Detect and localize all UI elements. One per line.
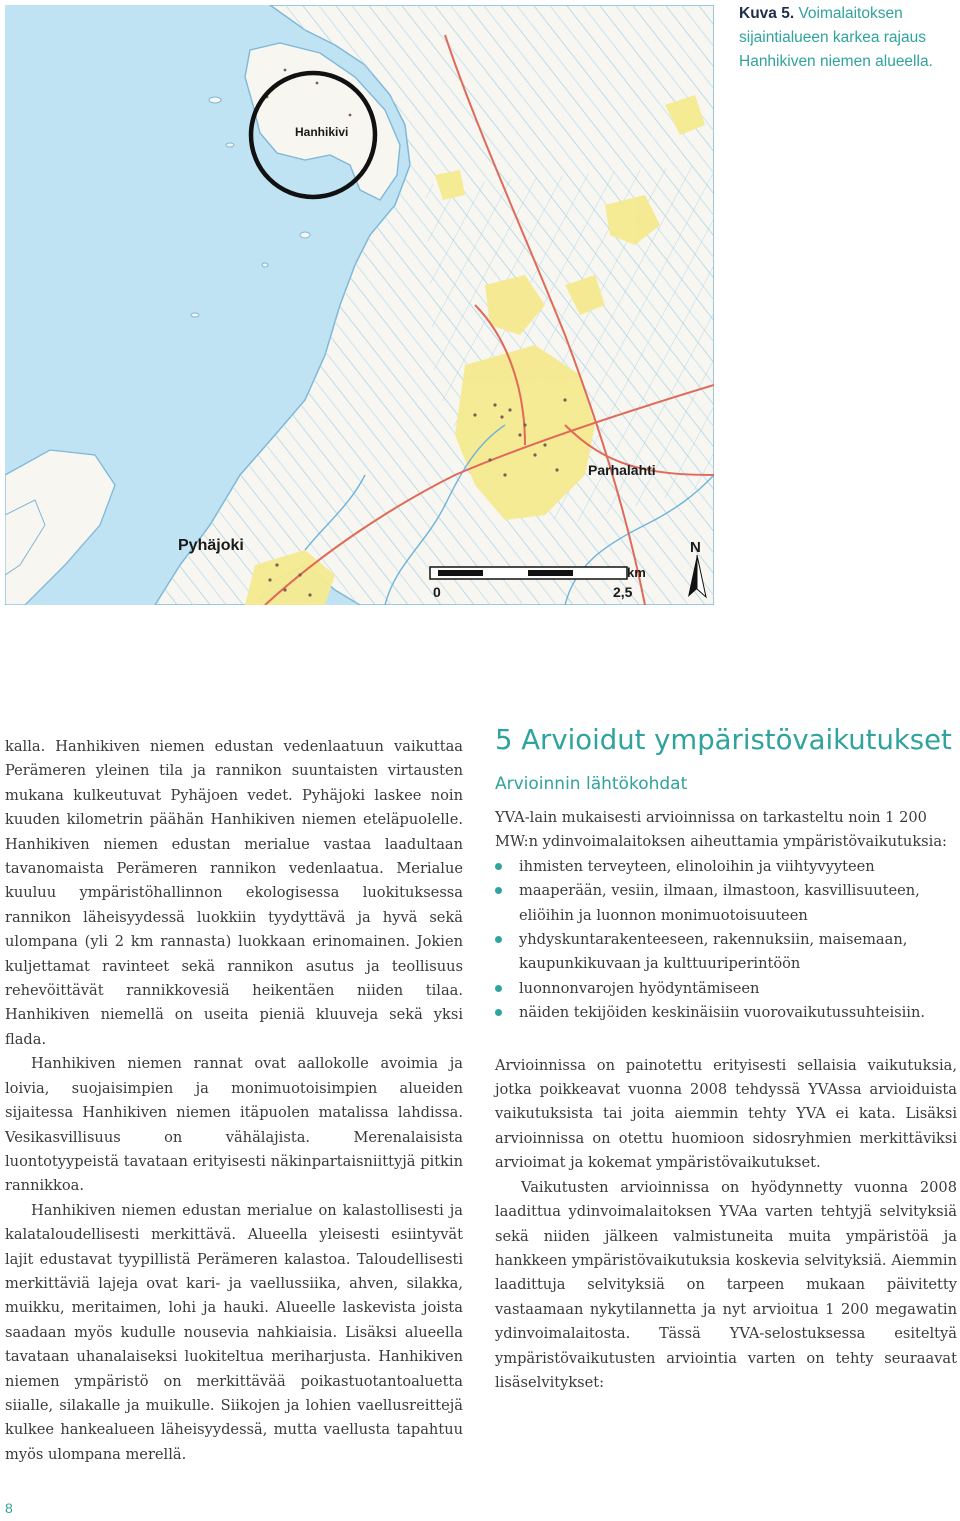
list-item: luonnonvarojen hyödyntämiseen: [495, 977, 957, 1001]
left-paragraph-3: Hanhikiven niemen edustan merialue on kalastollisesti ja kalataloudellisesti merkittävä. Alueella yleisesti esiintyvät lajit edustavat tyypillistä Perämeren kalastoa. Taloudellisesti merkittäviä lajeja ovat kari- ja vaellussiika, ahven, silakka, muikku, meritaimen, lohi ja hauki. Alueelle laskevista joista saadaan myös kudulle nousevia nahkiaisia. Lisäksi alueella tavataan uhanalaiseksi luokiteltua meriharjusta. Hanhikiven niemen ympäristö on merkittävää poikastuotantoaluetta siialle, silakalle ja muikulle. Siikojen ja lohien vaellusreittejä kulkee hankealueen läheisyydessä, mutta vaellusta tapahtuu myös ulompana merellä.: [5, 1201, 463, 1463]
list-item: yhdyskuntarakenteeseen, rakennuksiin, maisemaan, kaupunkikuvaan ja kulttuuriperintöön: [495, 928, 957, 977]
map-label-hanhikivi: Hanhikivi: [295, 125, 349, 139]
right-paragraph-2: Vaikutusten arvioinnissa on hyödynnetty vuonna 2008 laadittua ydinvoimalaitoksen YVAa varten tehtyjä selvityksiä sekä niiden jälkeen valmistuneita muita ympäristöä ja hankkeen ympäristövaikutuksia koskevia selvityksiä. Aiemmin laadittuja selvityksiä on tarpeen mukaan päivitetty vastaamaan nykytilannetta ja nyt arvioitua 1 200 megawatin ydinvoimalaitosta. Tässä YVA-selostuksessa esiteltyä ympäristövaikutusten arviointia varten on tehty seuraavat lisäselvitykset:: [495, 1178, 957, 1391]
map-canvas: [5, 5, 714, 605]
section-heading: 5 Arvioidut ympäristövaikutukset: [495, 724, 952, 756]
caption-label: Kuva 5.: [739, 5, 795, 22]
caption-text: Voimalaitoksen sijaintialueen karkea rajaus Hanhikiven niemen alueella.: [739, 5, 933, 70]
impact-list: [495, 855, 957, 1026]
map-label-pyhajoki: Pyhäjoki: [178, 537, 244, 554]
page-number: 8: [5, 1500, 13, 1516]
scale-unit-label: km: [627, 565, 646, 580]
left-column: [5, 735, 463, 1467]
scale-bar: [430, 567, 627, 579]
intro-paragraph: YVA-lain mukaisesti arvioinnissa on tarkasteltu noin 1 200 MW:n ydinvoimalaitoksen aiheuttamia ympäristövaikutuksia:: [495, 809, 947, 851]
list-item: ihmisten terveyteen, elinoloihin ja viihtyvyyteen: [495, 855, 957, 879]
scale-end-label: 2,5: [613, 584, 633, 600]
north-label: N: [690, 539, 701, 556]
list-item: näiden tekijöiden keskinäisiin vuorovaikutussuhteisiin.: [495, 1001, 957, 1025]
right-column: [495, 722, 957, 1395]
right-paragraph-1: Arvioinnissa on painotettu erityisesti sellaisia vaikutuksia, jotka poikkeavat vuonna 2008 tehdyssä YVAssa arvioiduista vaikutuksista tai joita aiemmin tehty YVA ei kata. Lisäksi arvioinnissa on otettu huomioon sidosryhmien merkittäviksi arvioimat ja kokemat ympäristövaikutukset.: [495, 1056, 957, 1172]
left-paragraph-1: kalla. Hanhikiven niemen edustan vedenlaatuun vaikuttaa Perämeren yleinen tila ja rannikon suuntaisten virtausten mukana kulkeutuvat Pyhäjoen vedet. Pyhäjoki laskee noin kuuden kilometrin päähän Hanhikiven niemen eteläpuolelle. Hanhikiven niemen edustan merialue vastaa laadultaan tavanomaista Perämeren rannikon vedenlaatua. Merialue kuuluu ympäristöhallinnon ekologisessa luokituksessa rannikon läheisyydessä luokkiin tyydyttävä ja hyvä sekä ulompana (yli 2 km rannasta) luokkaan erinomainen. Jokien kuljettamat ravinteet sekä rannikon asutus ja teollisuus rehevöittävät rannikkovesiä heikentäen niiden tilaa. Hanhikiven niemellä on useita pieniä kluuveja sekä yksi flada.: [5, 738, 463, 1048]
scale-start-label: 0: [433, 584, 441, 600]
figure-caption: [739, 2, 954, 74]
location-map: [5, 5, 714, 605]
map-label-parhalahti: Parhalahti: [588, 462, 656, 478]
left-paragraph-2: Hanhikiven niemen rannat ovat aallokolle avoimia ja loivia, suojaisimpien ja monimuotoisimpien alueiden sijaitessa Hanhikiven niemen itäpuolen matalissa lahdissa. Vesikasvillisuus on vähälajista. Merenalaisista luontotyypeistä tavataan erityisesti näkinpartaisniittyjä pitkin rannikkoa.: [5, 1055, 463, 1195]
list-item: maaperään, vesiin, ilmaan, ilmastoon, kasvillisuuteen, eliöihin ja luonnon monimuotoisuuteen: [495, 879, 957, 928]
subheading: Arvioinnin lähtökohdat: [495, 774, 688, 794]
